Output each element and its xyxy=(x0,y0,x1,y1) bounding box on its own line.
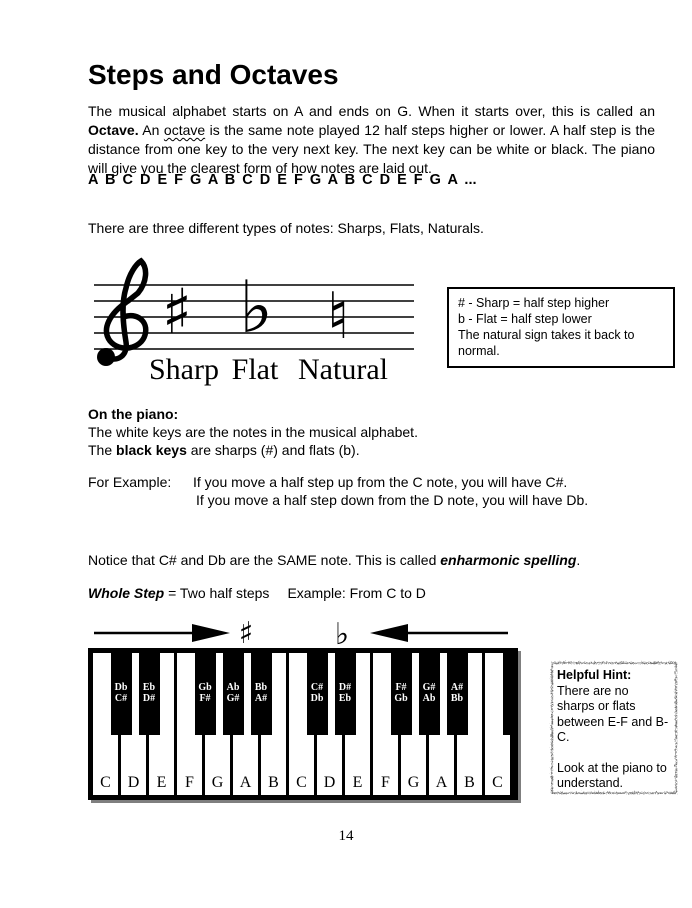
intro-paragraph xyxy=(88,102,655,178)
black-key-label-bottom: C# xyxy=(114,693,128,704)
black-key-label-bottom: Db xyxy=(310,693,324,704)
intro-octave-underlined: octave xyxy=(163,122,206,138)
black-keys-line-a: The xyxy=(88,442,117,458)
direction-arrows xyxy=(88,616,522,648)
black-key-ds-eb xyxy=(335,653,356,735)
black-key-label-top: Gb xyxy=(198,682,212,693)
on-the-piano-heading: On the piano: xyxy=(88,406,179,422)
page-title: Steps and Octaves xyxy=(88,58,339,90)
treble-clef-icon xyxy=(97,261,146,366)
whole-step-term: Whole Step xyxy=(88,585,165,601)
black-key-as-bb xyxy=(447,653,468,735)
intro-seg-1: The musical alphabet starts on A and ends on G. When it starts over, this is called an xyxy=(88,103,655,119)
whole-step-line xyxy=(88,585,426,601)
white-key-label: A xyxy=(239,774,252,791)
flat-label: Flat xyxy=(231,353,279,386)
accidentals-line-1: # - Sharp = half step higher xyxy=(458,296,610,310)
musical-alphabet-line: A B C D E F G A B C D E F G A B C D E F G A ... xyxy=(88,172,477,188)
for-example-label: For Example: xyxy=(88,474,172,490)
intro-seg-5: is the same note played 12 half steps higher or lower. A half step is the distance from one key to the very next key. The next key can be white or black. The piano will give you the clearest form of how notes are laid out. xyxy=(88,122,655,176)
white-key-label: D xyxy=(127,774,140,791)
black-key-label-bottom: A# xyxy=(254,693,268,704)
whole-step-example: Example: From C to D xyxy=(287,585,426,601)
black-key-label-top: Eb xyxy=(142,682,156,693)
accidentals-info-box xyxy=(447,287,675,368)
black-key-label-bottom: Eb xyxy=(338,693,352,704)
hint-line-2: Look at the piano to understand. xyxy=(557,760,667,790)
sharp-label: Sharp xyxy=(149,353,219,386)
whole-step-def: = Two half steps xyxy=(164,585,270,601)
flat-symbol: ♭ xyxy=(239,265,273,349)
white-key-label: G xyxy=(407,774,420,791)
hint-content xyxy=(557,668,669,792)
black-key-eb-ds xyxy=(139,653,160,735)
black-key-label-top: D# xyxy=(338,682,352,693)
white-key-label: F xyxy=(381,774,390,791)
arrow-sharp-glyph: ♯ xyxy=(238,616,254,648)
white-key-label: E xyxy=(156,774,167,791)
black-key-label-top: A# xyxy=(450,682,464,693)
natural-label: Natural xyxy=(298,353,388,386)
black-key-bb-as xyxy=(251,653,272,735)
sharp-symbol: ♯ xyxy=(161,275,193,348)
hint-heading: Helpful Hint: xyxy=(557,668,632,682)
black-key-gb-fs xyxy=(195,653,216,735)
black-key-label-top: Bb xyxy=(254,682,268,693)
black-key-gs-ab xyxy=(419,653,440,735)
black-key-label-top: Db xyxy=(114,682,128,693)
black-key-label-bottom: Gb xyxy=(394,693,408,704)
black-key-label-bottom: Ab xyxy=(422,693,436,704)
flat-down-arrow-icon xyxy=(370,624,508,642)
accidentals-line-3: The natural sign takes it back to normal. xyxy=(458,328,635,358)
black-keys-line-b: black keys xyxy=(116,442,187,458)
white-key-label: B xyxy=(268,774,279,791)
white-key-label: E xyxy=(352,774,363,791)
intro-octave-bold: Octave. xyxy=(88,122,139,138)
black-key-label-bottom: D# xyxy=(142,693,156,704)
black-key-cs-db xyxy=(307,653,328,735)
intro-seg-3: An xyxy=(138,122,164,138)
example-line-1: If you move a half step up from the C note, you will have C#. xyxy=(193,474,568,490)
note-types-line: There are three different types of notes: Sharps, Flats, Naturals. xyxy=(88,220,484,236)
white-key-label: C xyxy=(100,774,111,791)
black-key-label-top: Ab xyxy=(226,682,240,693)
natural-symbol: ♮ xyxy=(326,280,350,354)
black-key-db-cs xyxy=(111,653,132,735)
white-key-label: G xyxy=(211,774,224,791)
white-key-label: C xyxy=(296,774,307,791)
white-key-label: A xyxy=(435,774,448,791)
on-the-piano-section xyxy=(88,405,418,459)
helpful-hint-box xyxy=(547,658,679,796)
keyboard-diagram xyxy=(88,616,522,806)
notice-enharmonic: enharmonic spelling xyxy=(440,552,577,568)
for-example-lines xyxy=(193,474,588,509)
sharp-up-arrow-icon xyxy=(94,624,230,642)
black-key-label-top: G# xyxy=(422,682,436,693)
black-key-label-top: C# xyxy=(310,682,324,693)
white-keys-line: The white keys are the notes in the musical alphabet. xyxy=(88,424,418,440)
hint-line-1: There are no sharps or flats between E-F and B-C. xyxy=(557,683,669,744)
white-key-label: C xyxy=(492,774,503,791)
notice-c: . xyxy=(576,552,581,568)
partial-black-key-right-edge xyxy=(503,653,513,735)
example-line-2: If you move a half step down from the D note, you will have Db. xyxy=(196,491,589,508)
staff-diagram xyxy=(88,254,420,390)
page-number: 14 xyxy=(338,828,354,844)
black-key-fs-gb xyxy=(391,653,412,735)
black-key-label-bottom: Bb xyxy=(450,693,464,704)
piano-keyboard xyxy=(88,648,518,800)
black-key-label-bottom: G# xyxy=(226,693,240,704)
black-keys-line-c: are sharps (#) and flats (b). xyxy=(186,442,360,458)
accidentals-line-2: b - Flat = half step lower xyxy=(458,312,592,326)
white-key-label: D xyxy=(323,774,336,791)
black-key-label-top: F# xyxy=(395,682,407,693)
black-key-label-bottom: F# xyxy=(199,693,211,704)
white-key-label: F xyxy=(185,774,194,791)
notice-a: Notice that C# and Db are the SAME note. This is called xyxy=(88,552,441,568)
black-keys-line xyxy=(88,441,418,459)
black-key-ab-gs xyxy=(223,653,244,735)
white-key-label: B xyxy=(464,774,475,791)
enharmonic-notice xyxy=(88,552,580,568)
for-example-block xyxy=(88,474,588,509)
arrow-flat-glyph: ♭ xyxy=(334,617,350,648)
